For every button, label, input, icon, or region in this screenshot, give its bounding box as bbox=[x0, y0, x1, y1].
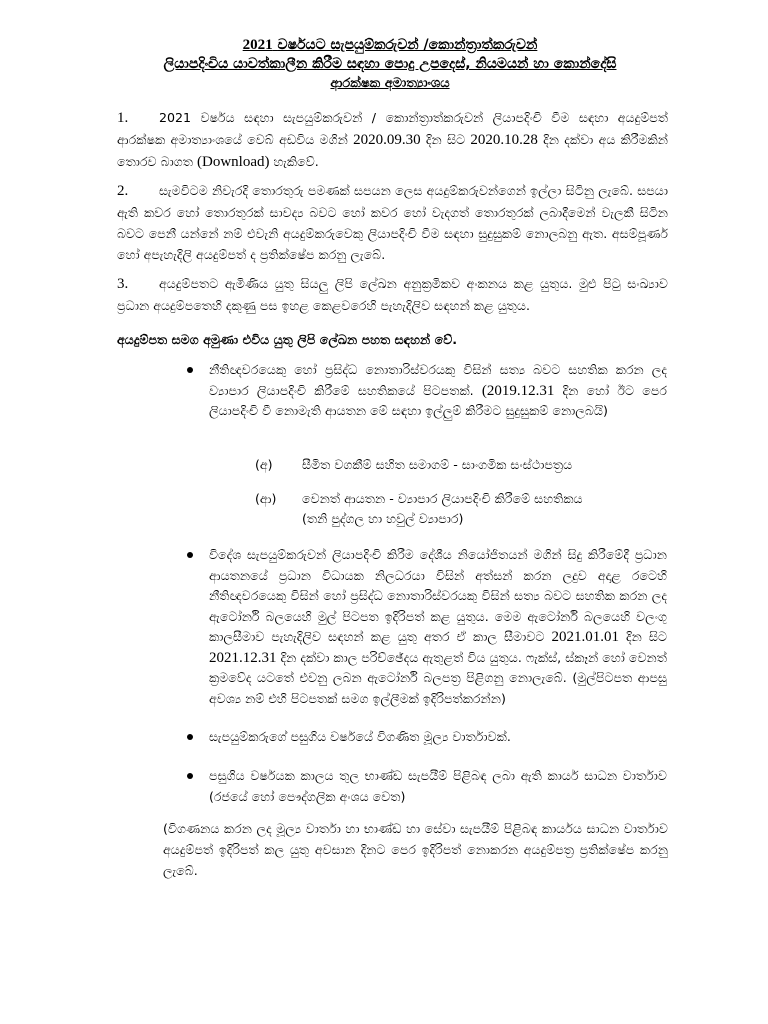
paragraph-text: 2021 වර්ෂය සඳහා සැපයුම්කරුවන් / කොන්ත්‍රාත්කරුවන් ලියාපදිංචි වීම සඳහා අයදුම්පත් ආරක්ෂක අමාත්‍යාංශයේ වෙබ් අඩවිය මගින් bbox=[117, 110, 668, 147]
title-year: 2021 bbox=[242, 37, 273, 53]
bullet-item-1 bbox=[209, 360, 667, 422]
bullet-date: 2021.12.31 bbox=[209, 649, 277, 666]
paragraph-3 bbox=[117, 273, 668, 316]
bullet-icon bbox=[187, 367, 193, 373]
bullet-icon bbox=[187, 552, 193, 558]
paragraph-2 bbox=[117, 180, 668, 265]
paragraph-number: 3. bbox=[117, 276, 129, 292]
sub-item-mark: (අ) bbox=[255, 457, 273, 472]
bullet-icon bbox=[187, 773, 193, 779]
paragraph-number: 1. bbox=[117, 110, 129, 126]
bullet-text: දින සිට bbox=[618, 629, 668, 644]
bullet-text: නීතිඥවරයෙකු හෝ ප්‍රසිද්ධ නොතාරිස්වරයකු විසින් සත්‍ය බවට සහතික කරන ලද ව්‍යාපාර ලියාපදිංචි කිරීමේ සහතිකයේ පිටපතක්. bbox=[209, 362, 667, 398]
paragraph-text: දින දක්වා අය කිරීමකින් තොරව බාගත bbox=[117, 132, 669, 169]
title-line-1 bbox=[110, 36, 670, 54]
paragraph-text: අයදුම්පතට ඇමිණිය යුතු සියලු ලිපි ලේඛන අනුක්‍රමිකව අංකනය කළ යුතුය. මුළු පිටු සංඛ්‍යාව ප්‍රධාන අයදුම්පතෙහි දකුණු පස ඉහළ කෙළවරෙහි පැහැදිලිව සඳහන් කළ යුතුය. bbox=[117, 276, 668, 313]
paragraph-1 bbox=[117, 107, 668, 173]
bullet-date: (2019.12.31 bbox=[481, 382, 555, 399]
bullet-text: දින දක්වා කාල පරිච්ඡේදය ඇතුළත් විය යුතුය. ෆැක්ස්, ස්කෑන් හෝ වෙනත් ක්‍රමවේද යටතේ එවනු ලබන ඇටෝර්නි බලපත්‍ර පිළිගනු නොලැබේ. (මුල්පිටපත ආපසු අවශ්‍ය නම් එහි පිටපතක් සමග ඉල්ලීමක් ඉදිරිපත්කරන්න) bbox=[209, 649, 667, 706]
date-end: 2020.10.28 bbox=[470, 132, 538, 148]
attachments-heading: අයදුම්පත සමග අමුණා එවිය යුතු ලිපි ලේඛන පහත සඳහන් වේ. bbox=[117, 332, 458, 347]
bullet-item-4: පසුගිය වර්ෂයක කාලය තුල භාණ්ඩ සැපයීම් පිළිබඳ ලබා ඇති කාර්ය සාධන වාර්තාව (රජයේ හෝ පෞද්ගලික අංශය වෙත) bbox=[209, 768, 667, 804]
bullet-icon bbox=[187, 734, 193, 740]
title-line-1-text: වර්ෂයට සැපයුම්කරුවන් /කොන්ත්‍රාත්කරුවන් bbox=[277, 37, 538, 53]
date-start: 2020.09.30 bbox=[353, 132, 421, 148]
paragraph-text: හැකිවේ. bbox=[269, 154, 319, 169]
paragraph-text: දින සිට bbox=[420, 132, 471, 147]
sub-item-line: සීමිත වගකීම් සහිත සමාගම් - සාංගමික සංස්ථාපත්‍රය bbox=[302, 457, 573, 472]
bullet-item-3: සැපයුම්කරුගේ පසුගිය වර්ෂයේ විගණිත මූල්‍ය වාර්තාවක්. bbox=[209, 729, 511, 744]
closing-note: (විගණනය කරන ලද මූල්‍ය වාර්තා හා භාණ්ඩ හා සේවා සැපයීම් පිළිබඳ කාර්යය සාධන වාර්තාව අයදුම්පත් ඉදිරිපත් කල යුතු අවසාන දිනට පෙර ඉදිරිපත් නොකරන අයදුම්පත්‍ර ප්‍රතික්ෂේප කරනු ලැබේ. bbox=[163, 821, 668, 878]
bullet-text: විදේශ සැපයුම්කරුවන් ලියාපදිංචි කිරීම දේශීය නියෝජිතයන් මගින් සිදු කිරීමේදී ප්‍රධාන ආයතනයේ ප්‍රධාන විධායක නිලධරයා විසින් අත්සන් කරන ලදුව අදාළ රටෙහි නීතිඥවරයෙකු විසින් හෝ ප්‍රසිද්ධ නොතාරිස්වරයකු විසින් සත්‍ය බවට සහතික කරන ලද ඇටෝර්නි බලයෙහි මුල් පිටපත ඉදිරිපත් කළ යුතුය. මෙම ඇටෝර්නි බලයෙහි වලංගු කාලසීමාව පැහැදිලිව සඳහන් කළ යුතු අතර ඒ කාල සීමාවට bbox=[209, 547, 667, 644]
download-term: (Download) bbox=[197, 154, 270, 170]
title-line-2: ලියාපදිංචිය යාවත්කාලීන කිරීම සඳහා පොදු උපදෙස්, නියමයන් හා කොන්දේසි bbox=[163, 56, 617, 72]
sub-item-line: වෙනත් ආයතන - ව්‍යාපාර ලියාපදිංචි කිරීමේ සහතිකය bbox=[302, 491, 583, 506]
bullet-item-2 bbox=[209, 545, 667, 709]
sub-item-mark: (ආ) bbox=[255, 491, 277, 506]
title-line-3: ආරක්ෂක අමාත්‍යාංශය bbox=[330, 76, 450, 91]
sub-item-text bbox=[302, 455, 662, 475]
sub-item-text bbox=[302, 489, 662, 529]
paragraph-number: 2. bbox=[117, 183, 129, 199]
sub-item-line: (තනි පුද්ගල හා හවුල් ව්‍යාපාර) bbox=[302, 511, 464, 526]
bullet-date: 2021.01.01 bbox=[551, 629, 619, 645]
bullet-text: දින හෝ ඊට පෙර ලියාපදිංචි වී නොමැති ආයතන මේ සඳහා ඉල්ලුම් කිරීමට සුදුසුකම් නොලබයි) bbox=[209, 382, 667, 418]
paragraph-text: සැමවිටම නිවැරදි තොරතුරු පමණක් සපයන ලෙස අයදුම්කරුවන්ගෙන් ඉල්ලා සිටිනු ලැබේ. සපයා ඇති කවර හෝ තොරතුරක් සාවද්‍ය බවට හෝ කවර හෝ වැදගත් තොරතුරක් ලබාදීමෙන් වැලකී සිටින බවට පෙනී යන්නේ නම් එවැනි අයදුම්කරුවෙකු ලියාපදිංචි වීම සඳහා සුදුසුකම් නොලබනු ඇත. අසම්පූර්ණ හෝ අපැහැදිලි අයදුම්පත් ද ප්‍රතික්ෂේප කරනු ලැබේ. bbox=[117, 183, 668, 262]
